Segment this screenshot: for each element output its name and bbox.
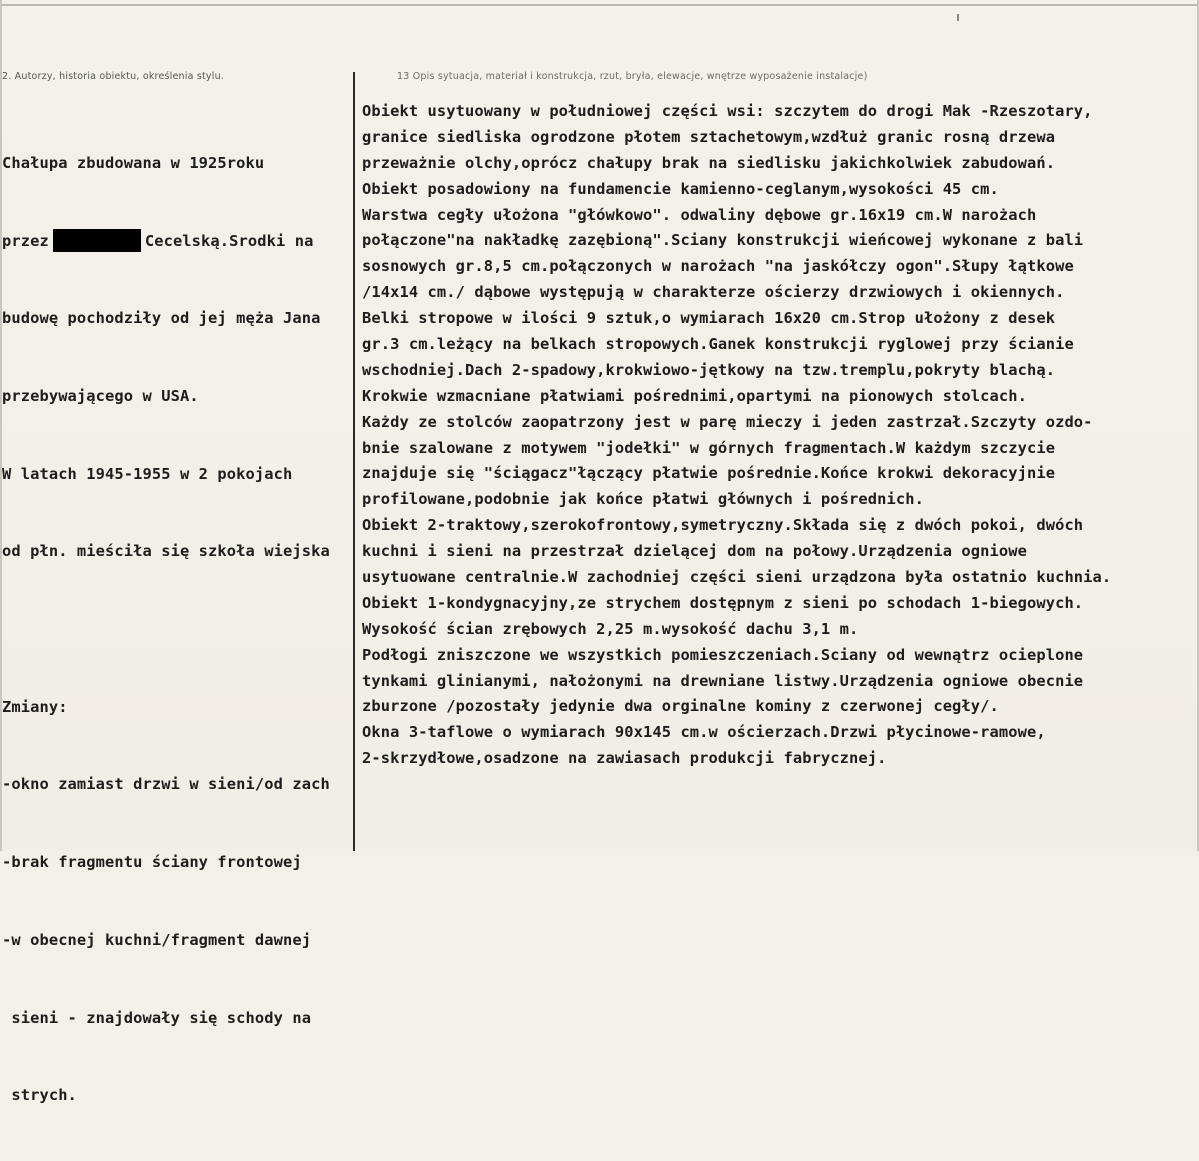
- changes-line: -okno zamiast drzwi w sieni/od zach: [2, 775, 330, 794]
- description-line: kuchni i sieni na przestrzał dzielącej dom na połowy.Urządzenia ogniowe: [362, 542, 1027, 561]
- changes-line: sieni - znajdowały się schody na: [2, 1008, 312, 1027]
- changes-line: strych.: [2, 1086, 77, 1105]
- history-line: przebywającego w USA.: [2, 386, 199, 405]
- description-line: bnie szalowane z motywem "jodełki" w górnych fragmentach.W każdym szczycie: [362, 438, 1056, 457]
- spacer: [2, 617, 352, 643]
- changes-line: -brak fragmentu ściany frontowej: [2, 853, 302, 872]
- history-line: W latach 1945-1955 w 2 pokojach: [2, 464, 293, 483]
- column-divider: [353, 72, 355, 851]
- history-line-suffix: Cecelską.Srodki na: [144, 231, 314, 250]
- description-line: Okna 3-taflowe o wymiarach 90x145 cm.w ościerzach.Drzwi płycinowe-ramowe,: [362, 723, 1046, 742]
- description-line: tynkami glinianymi, nałożonymi na drewniane listwy.Urządzenia ogniowe obecnie: [362, 671, 1084, 690]
- description-line: /14x14 cm./ dąbowe występują w charakterze ościerzy drzwiowych i okiennych.: [362, 283, 1065, 302]
- section-2-header: 2. Autorzy, historia obiektu, określenia stylu.: [2, 71, 225, 82]
- description-line: połączone"na nakładkę zazębioną".Sciany konstrukcji wieńcowej wykonane z bali: [362, 231, 1084, 250]
- description-line: Każdy ze stolców zaopatrzony jest w parę mieczy i jeden zastrzał.Szczyty ozdo-: [362, 412, 1093, 431]
- description-column: [362, 99, 1196, 772]
- description-line: zburzone /pozostały jedynie dwa orginalne kominy z czerwonej cegły/.: [362, 697, 999, 716]
- description-line: Podłogi zniszczone we wszystkich pomieszczeniach.Sciany od wewnątrz ocieplone: [362, 645, 1084, 664]
- description-line: Obiekt posadowiony na fundamencie kamienno-ceglanym,wysokości 45 cm.: [362, 179, 999, 198]
- description-line: przeważnie olchy,oprócz chałupy brak na siedlisku jakichkolwiek zabudowań.: [362, 153, 1056, 172]
- description-line: 2-skrzydłowe,osadzone na zawiasach produkcji fabrycznej.: [362, 749, 887, 768]
- description-line: Belki stropowe w ilości 9 sztuk,o wymiarach 16x20 cm.Strop ułożony z desek: [362, 309, 1056, 328]
- description-line: profilowane,podobnie jak końce płatwi głównych i pośrednich.: [362, 490, 924, 509]
- description-line: znajduje się "ściągacz"łączący płatwie pośrednie.Końce krokwi dekoracyjnie: [362, 464, 1056, 483]
- history-line: budowę pochodziły od jej męża Jana: [2, 309, 321, 328]
- description-line: Wysokość ścian zrębowych 2,25 m.wysokość dachu 3,1 m.: [362, 619, 859, 638]
- history-line: od płn. mieściła się szkoła wiejska: [2, 542, 330, 561]
- description-line: Krokwie wzmacniane płatwiami pośrednimi,opartymi na pionowych stolcach.: [362, 386, 1027, 405]
- history-column: [2, 99, 352, 1161]
- description-line: wschodniej.Dach 2-spadowy,krokwiowo-jętkowy na tzw.tremplu,pokryty blachą.: [362, 360, 1056, 379]
- history-line: Chałupa zbudowana w 1925roku: [2, 153, 265, 172]
- changes-line: -w obecnej kuchni/fragment dawnej: [2, 930, 312, 949]
- description-line: gr.3 cm.leżący na belkach stropowych.Ganek konstrukcji ryglowej przy ścianie: [362, 335, 1074, 354]
- section-13-header: 13 Opis sytuacja, materiał i konstrukcja, rzut, bryła, elewacje, wnętrze wyposażenie instalacje): [397, 71, 868, 82]
- redaction-block: [53, 229, 141, 252]
- description-line: Warstwa cegły ułożona "główkowo". odwaliny dębowe gr.16x19 cm.W narożach: [362, 205, 1037, 224]
- description-line: granice siedliska ogrodzone płotem sztachetowym,wzdłuż granic rosną drzewa: [362, 127, 1056, 146]
- description-line: sosnowych gr.8,5 cm.połączonych w narożach "na jaskółczy ogon".Słupy łątkowe: [362, 257, 1074, 276]
- top-border: [0, 4, 1199, 6]
- description-line: Obiekt 2-traktowy,szerokofrontowy,symetryczny.Składa się z dwóch pokoi, dwóch: [362, 516, 1084, 535]
- description-line: Obiekt 1-kondygnacyjny,ze strychem dostępnym z sieni po schodach 1-biegowych.: [362, 593, 1084, 612]
- history-line-redacted: [2, 229, 352, 255]
- description-line: Obiekt usytuowany w południowej części wsi: szczytem do drogi Mak -Rzeszotary,: [362, 102, 1093, 120]
- description-line: usytuowane centralnie.W zachodniej części sieni urządzona była ostatnio kuchnia.: [362, 568, 1112, 587]
- ink-mark: [957, 14, 959, 21]
- history-line-prefix: przez: [2, 231, 49, 250]
- changes-title: Zmiany:: [2, 697, 68, 716]
